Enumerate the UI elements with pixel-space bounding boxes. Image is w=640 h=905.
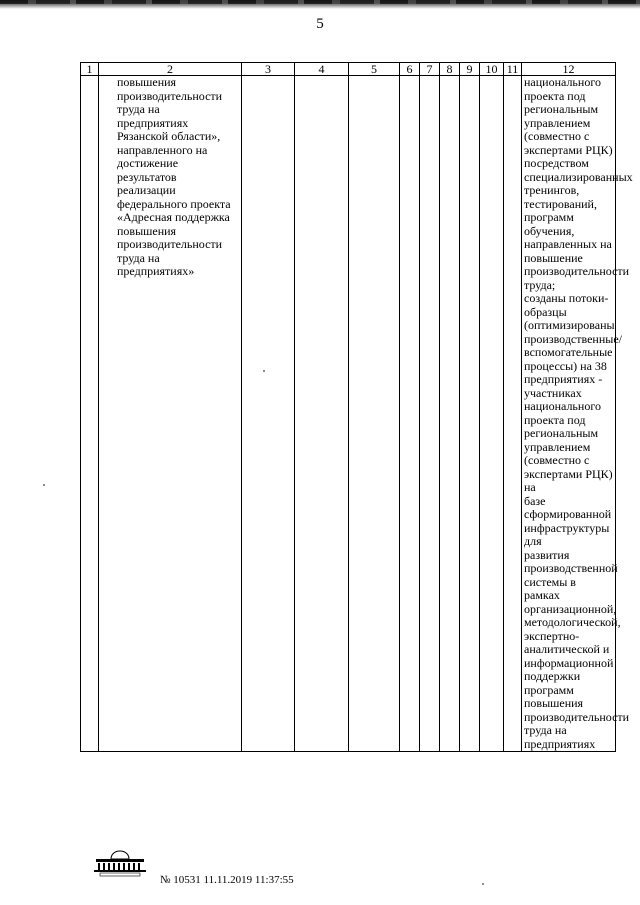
scan-speck [482,883,484,885]
cell-7 [420,76,440,752]
cell-3 [242,76,295,752]
cell-12-text: национального проекта под региональным управлением (совместно с экспертами РЦК) посредством специализированных тренингов, тестирований, программ обучения, направленных на повышение производительности труда; созданы потоки- образцы (оптимизированы производственные/ вспомогательные процессы) на 38 предприятиях - участниках национального проекта под региональным управлением (совместно с экспертами РЦК) на базе сформированной инфраструктуры для развития производственной системы в рамках организационной, методологической, экспертно- аналитической и информационной поддержки программ повышения производительности труда на предприятиях [524,75,633,751]
cell-9 [460,76,480,752]
table-row [81,76,616,752]
cell-2 [99,76,242,752]
col-header-6: 6 [400,63,420,76]
col-header-5: 5 [349,63,400,76]
scan-edge [0,0,640,10]
col-header-9: 9 [460,63,480,76]
scan-speck [263,370,265,372]
cell-8 [440,76,460,752]
cell-11 [504,76,522,752]
col-header-2: 2 [99,63,242,76]
data-table [80,62,633,752]
cell-12 [522,75,633,752]
cell-1 [81,76,99,752]
col-header-1: 1 [81,63,99,76]
page-number: 5 [316,16,324,32]
cell-4 [295,76,349,752]
col-header-4: 4 [295,63,349,76]
cell-6 [400,76,420,752]
cell-5 [349,76,400,752]
cell-10 [480,76,504,752]
header-row [81,63,616,76]
col-header-7: 7 [420,63,440,76]
cell-2-text: повышения производительности труда на предприятиях Рязанской области», направленного на достижение результатов реализации федерального проекта «Адресная поддержка повышения производительности труда на предприятиях» [117,75,231,278]
col-header-3: 3 [242,63,295,76]
col-header-11: 11 [504,63,522,76]
scan-speck [43,484,45,486]
registration-stamp: № 10531 11.11.2019 11:37:55 [160,874,294,886]
col-header-12: 12 [522,63,616,76]
col-header-10: 10 [480,63,504,76]
government-building-logo-icon [92,849,148,877]
col-header-8: 8 [440,63,460,76]
